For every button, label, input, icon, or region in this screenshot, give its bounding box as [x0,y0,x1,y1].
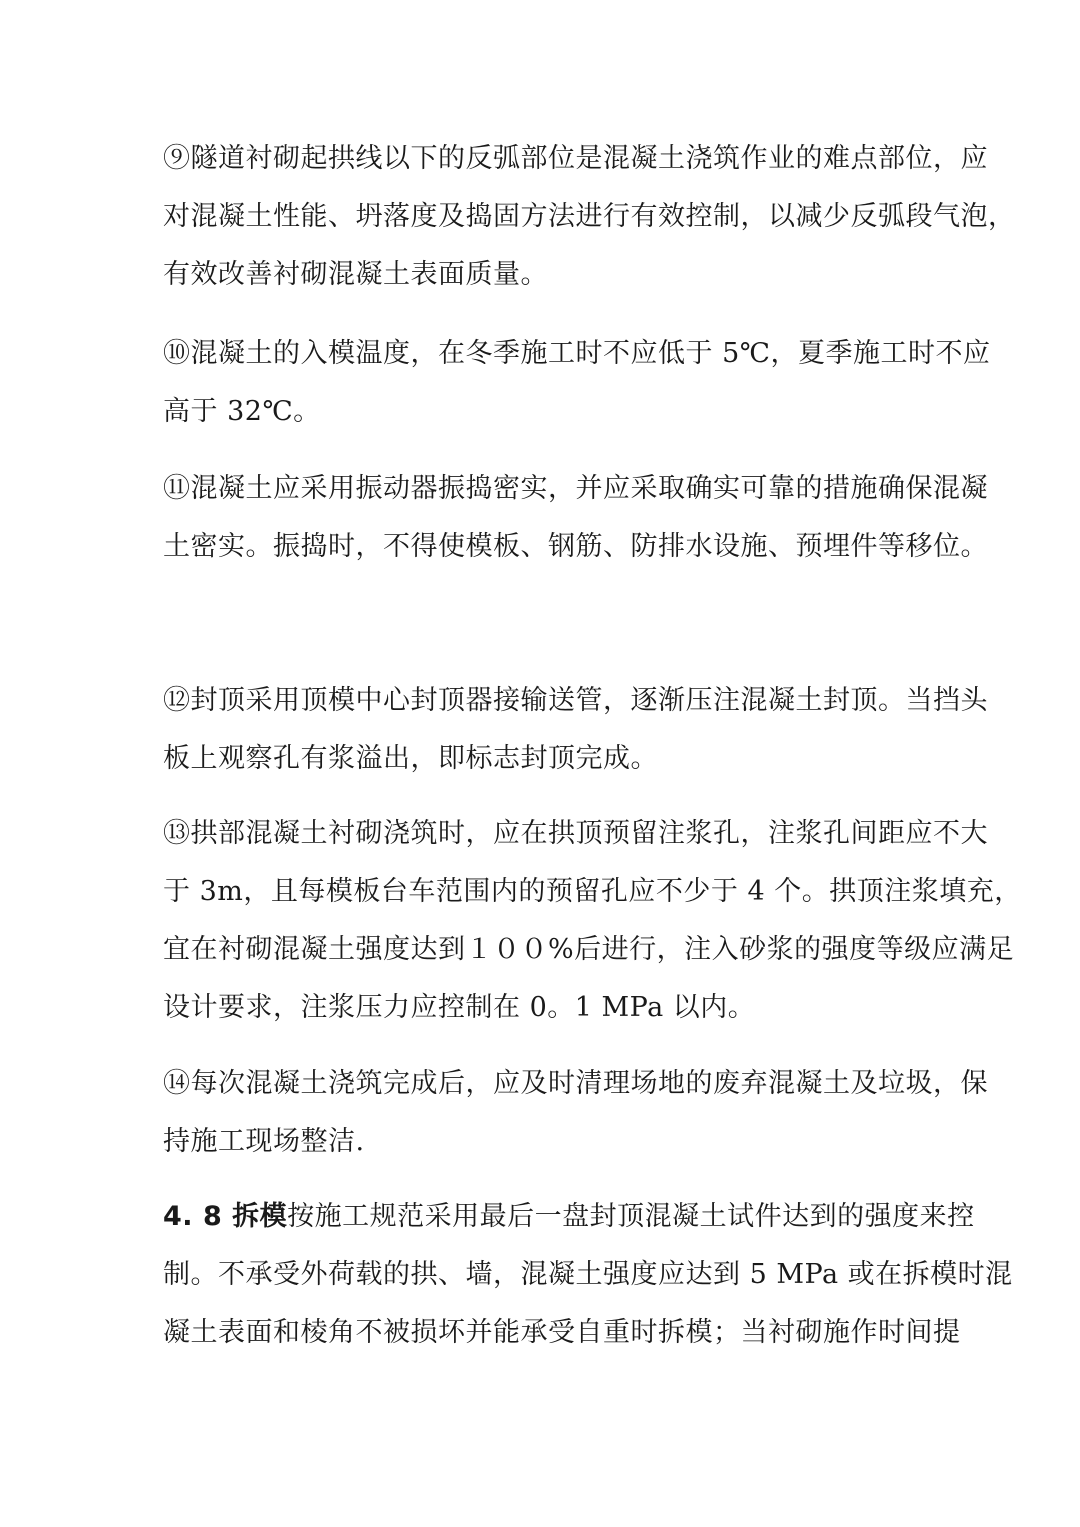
paragraph-line: 制。不承受外荷载的拱、墙，混凝土强度应达到 5 MPa 或在拆模时混 [163,1259,1013,1290]
paragraph-line: ⑪混凝土应采用振动器振捣密实，并应采取确实可靠的措施确保混凝 [163,473,988,504]
paragraph-line: 土密实。振捣时，不得使模板、钢筋、防排水设施、预埋件等移位。 [163,531,988,562]
paragraph-line: ⑭每次混凝土浇筑完成后，应及时清理场地的废弃混凝土及垃圾，保 [163,1068,988,1099]
paragraph-line: 于 3m，且每模板台车范围内的预留孔应不少于 4 个。拱顶注浆填充， [163,876,1022,907]
paragraph-10 [163,325,991,441]
section-first-line-text: 按施工规范采用最后一盘封顶混凝土试件达到的强度来控 [287,1201,975,1232]
paragraph-line: ⑫封顶采用顶模中心封顶器接输送管，逐渐压注混凝土封顶。当挡头 [163,685,988,716]
paragraph-14 [163,1055,988,1171]
paragraph-line: 板上观察孔有浆溢出，即标志封顶完成。 [163,743,658,774]
paragraph-13 [163,805,1022,1037]
paragraph-line: 宜在衬砌混凝土强度达到１００%后进行，注入砂浆的强度等级应满足 [163,934,1015,965]
section-4-8 [163,1188,1013,1362]
paragraph-line: 对混凝土性能、坍落度及捣固方法进行有效控制，以减少反弧段气泡， [163,201,1016,232]
paragraph-line: 高于 32℃。 [163,396,321,427]
paragraph-9 [163,130,1016,304]
paragraph-line: 有效改善衬砌混凝土表面质量。 [163,259,548,290]
paragraph-line: ⑨隧道衬砌起拱线以下的反弧部位是混凝土浇筑作业的难点部位，应 [163,143,988,174]
paragraph-11 [163,460,988,576]
paragraph-12 [163,672,988,788]
paragraph-line: 持施工现场整洁. [163,1126,365,1157]
paragraph-line: ⑩混凝土的入模温度，在冬季施工时不应低于 5℃，夏季施工时不应 [163,338,991,369]
paragraph-line: 设计要求，注浆压力应控制在 0。1 MPa 以内。 [163,992,756,1023]
section-heading: 4. 8 拆模 [163,1201,288,1232]
section-first-line [163,1188,975,1246]
paragraph-line: 凝土表面和棱角不被损坏并能承受自重时拆模；当衬砌施作时间提 [163,1317,961,1348]
paragraph-line: ⑬拱部混凝土衬砌浇筑时，应在拱顶预留注浆孔，注浆孔间距应不大 [163,818,988,849]
